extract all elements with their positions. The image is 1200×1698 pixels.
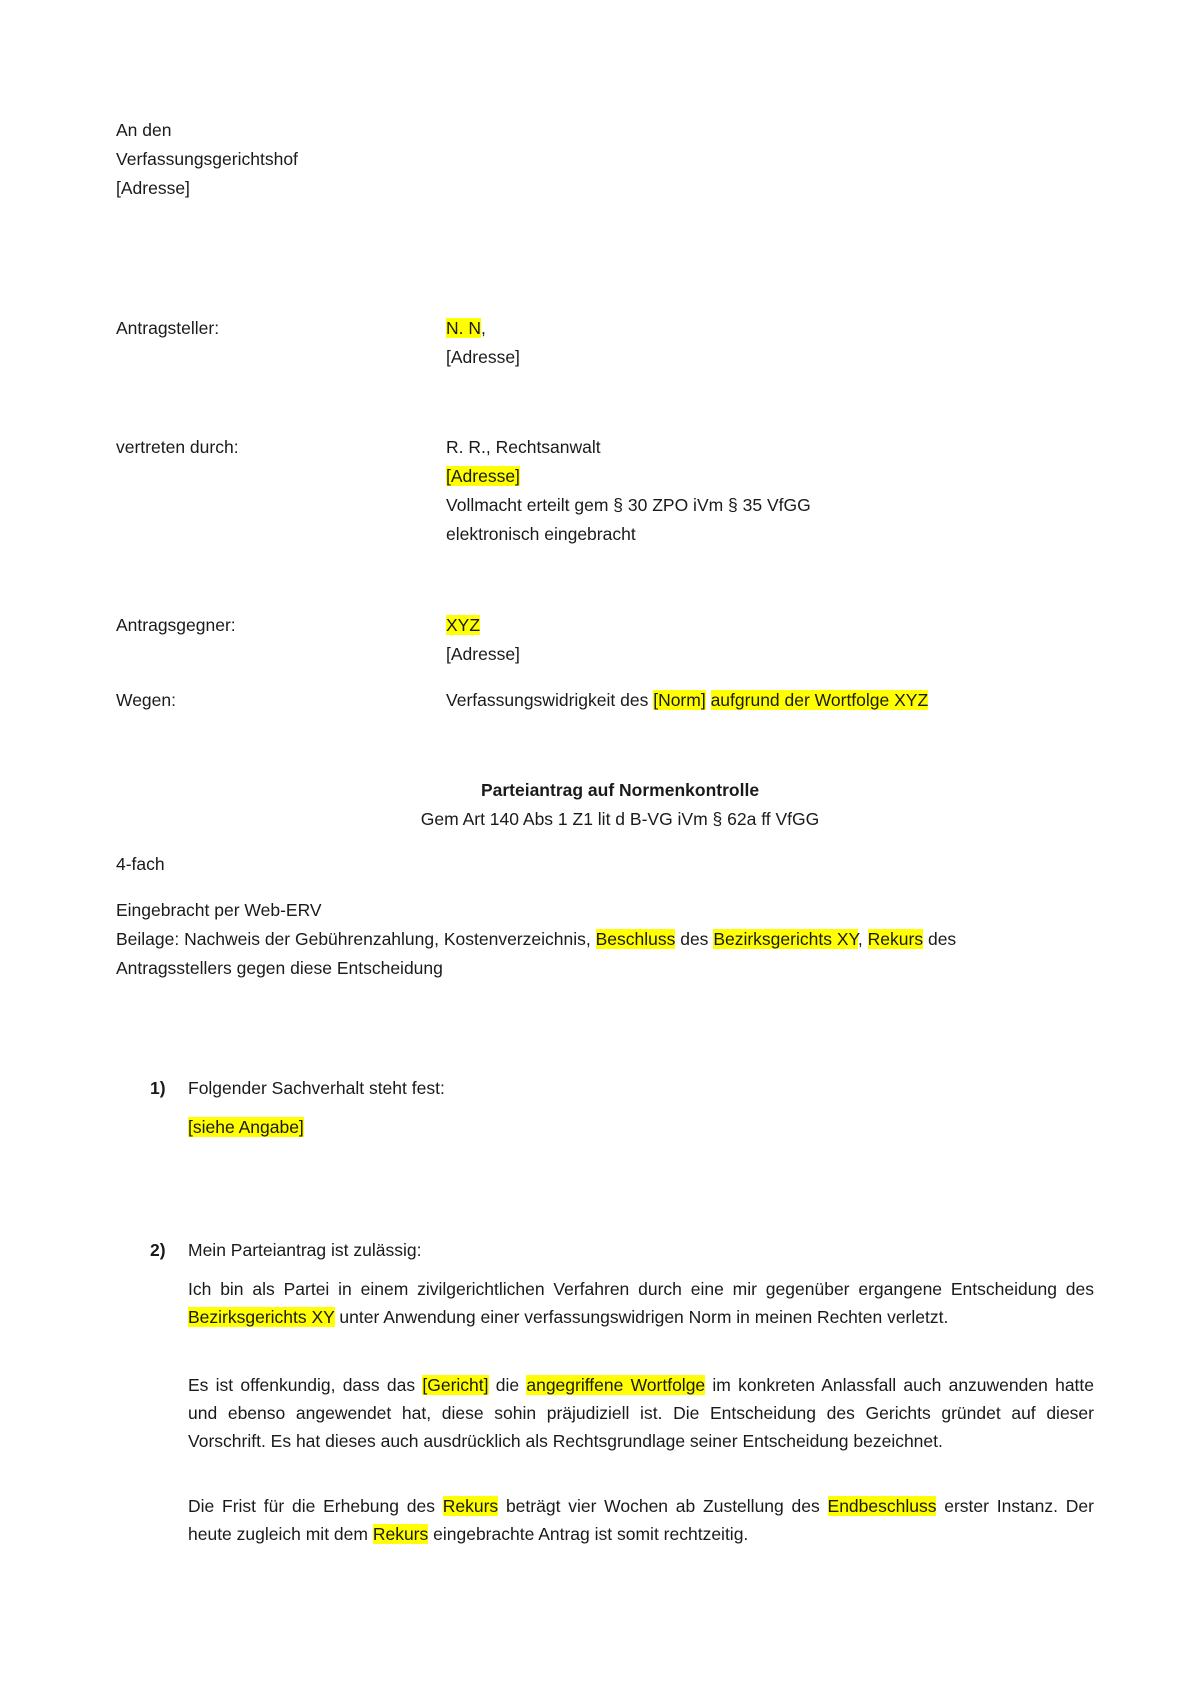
reason-norm: [Norm]	[653, 690, 706, 710]
attachments-des: des	[675, 929, 714, 949]
attachments-prefix: Beilage: Nachweis der Gebührenzahlung, Kostenverzeichnis,	[116, 929, 596, 949]
p3-text-a: Die Frist für die Erhebung des	[188, 1496, 443, 1516]
applicant-address: [Adresse]	[446, 347, 520, 367]
attachment-beschluss: Beschluss	[595, 929, 676, 949]
document-title: Parteiantrag auf Normenkontrolle	[480, 780, 760, 800]
lawyer-address-line	[446, 462, 520, 490]
p3-text-c: erster Instanz. Der heute zugleich mit dem	[188, 1496, 1094, 1544]
applicant-name: N. N	[446, 318, 481, 338]
p1-text-b: unter Anwendung einer verfassungswidrigen Norm in meinen Rechten verletzt.	[334, 1307, 949, 1327]
section-1-number: 1)	[150, 1078, 166, 1098]
attachments-des2: des	[923, 929, 957, 949]
section-2-paragraph-1	[188, 1275, 1094, 1331]
document-subtitle: Gem Art 140 Abs 1 Z1 lit d B-VG iVm § 62a ff VfGG	[420, 809, 820, 829]
p3-text-d: eingebrachte Antrag ist somit rechtzeitig.	[428, 1524, 749, 1544]
lawyer-address: [Adresse]	[446, 466, 520, 486]
p2-text-a: Es ist offenkundig, dass das	[188, 1375, 423, 1395]
section-2-paragraph-3	[188, 1492, 1094, 1548]
p2-text-b: die	[488, 1375, 527, 1395]
attachments-line-2: Antragsstellers gegen diese Entscheidung	[116, 958, 443, 978]
section-1-placeholder: [siehe Angabe]	[188, 1117, 304, 1137]
applicant-comma: ,	[481, 318, 486, 338]
lawyer-name: R. R., Rechtsanwalt	[446, 437, 601, 457]
p2-wordseq: angegriffene Wortfolge	[526, 1375, 706, 1395]
reason-wordseq: aufgrund der Wortfolge XYZ	[710, 690, 929, 710]
section-2-number: 2)	[150, 1240, 166, 1260]
section-2-paragraph-2	[188, 1371, 1094, 1455]
reason-line	[446, 686, 928, 714]
p3-endbeschluss: Endbeschluss	[827, 1496, 937, 1516]
attachments-comma: ,	[857, 929, 868, 949]
copies-note: 4-fach	[116, 854, 165, 874]
p2-text-c: im konkreten Anlassfall auch anzuwenden hatte und ebenso angewendet hat, diese sohin präjudiziell ist. Die Entscheidung des Gerichts gründet auf dieser Vorschrift. Es hat dieses auch ausdrücklich als Rechtsgrundlage seiner Entscheidung bezeichnet.	[188, 1375, 1095, 1451]
section-1-placeholder-line	[188, 1113, 304, 1141]
opponent-address: [Adresse]	[446, 644, 520, 664]
attachments-line-1	[116, 925, 956, 953]
p3-rekurs-2: Rekurs	[372, 1524, 429, 1544]
reason-space	[706, 690, 711, 710]
applicant-label: Antragsteller:	[116, 318, 220, 338]
p2-court: [Gericht]	[422, 1375, 489, 1395]
attachment-rekurs: Rekurs	[867, 929, 924, 949]
opponent-label: Antragsgegner:	[116, 615, 236, 635]
section-1-heading: Folgender Sachverhalt steht fest:	[188, 1078, 445, 1098]
reason-prefix: Verfassungswidrigkeit des	[446, 690, 654, 710]
p3-text-b: beträgt vier Wochen ab Zustellung des	[498, 1496, 828, 1516]
p1-court: Bezirksgerichts XY	[188, 1307, 335, 1327]
recipient-address: [Adresse]	[116, 178, 190, 198]
p1-text-a: Ich bin als Partei in einem zivilgerichtlichen Verfahren durch eine mir gegenüber ergangene Entscheidung des	[188, 1279, 1094, 1299]
represented-label: vertreten durch:	[116, 437, 239, 457]
recipient-court: Verfassungsgerichtshof	[116, 149, 298, 169]
p3-rekurs: Rekurs	[442, 1496, 499, 1516]
applicant-name-line	[446, 314, 486, 342]
recipient-line-1: An den	[116, 120, 172, 140]
opponent-name-line	[446, 611, 480, 639]
reason-label: Wegen:	[116, 690, 176, 710]
submission-via: Eingebracht per Web-ERV	[116, 900, 322, 920]
opponent-name: XYZ	[446, 615, 481, 635]
power-of-attorney: Vollmacht erteilt gem § 30 ZPO iVm § 35 VfGG	[446, 495, 811, 515]
attachment-court: Bezirksgerichts XY	[713, 929, 858, 949]
section-2-heading: Mein Parteiantrag ist zulässig:	[188, 1240, 422, 1260]
submitted-electronically: elektronisch eingebracht	[446, 524, 636, 544]
